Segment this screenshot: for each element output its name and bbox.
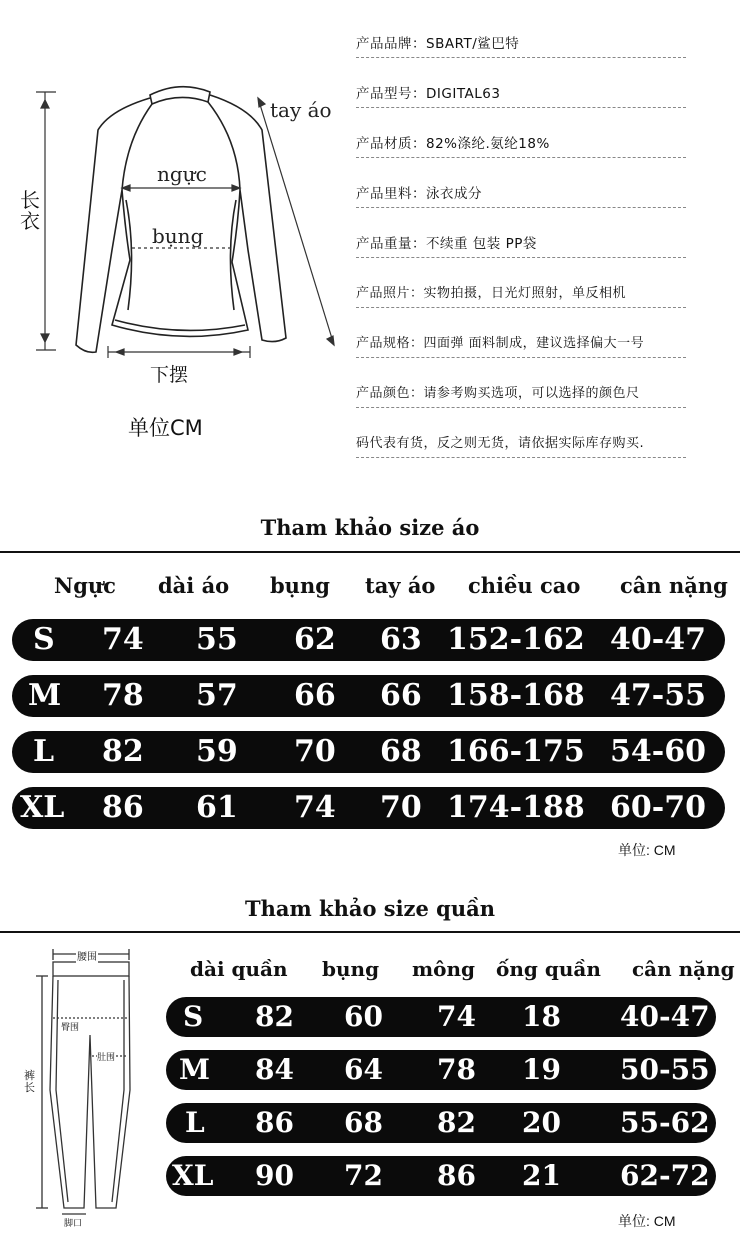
value-cell: 55 xyxy=(196,622,238,657)
shirt-length-label: 长衣 xyxy=(20,188,40,233)
value-cell: 60-70 xyxy=(610,790,706,825)
value-cell: 174-188 xyxy=(447,790,585,825)
size-cell: M xyxy=(28,678,62,713)
value-cell: 74 xyxy=(294,790,336,825)
unit-label: 单位CM xyxy=(128,416,203,440)
value-cell: 20 xyxy=(522,1106,561,1139)
spec-item: 产品材质：82%涤纶.氨纶18% xyxy=(356,136,550,152)
spec-item: 码代表有货，反之则无货，请依据实际库存购买. xyxy=(356,436,645,451)
value-cell: 72 xyxy=(344,1159,383,1192)
value-cell: 82 xyxy=(102,734,144,769)
spec-divider xyxy=(356,457,686,458)
header-cell: bụng xyxy=(270,573,330,598)
spec-divider xyxy=(356,257,686,258)
spec-divider xyxy=(356,57,686,58)
value-cell: 21 xyxy=(522,1159,561,1192)
value-cell: 86 xyxy=(102,790,144,825)
value-cell: 55-62 xyxy=(620,1106,710,1139)
value-cell: 68 xyxy=(344,1106,383,1139)
value-cell: 86 xyxy=(255,1106,294,1139)
size-cell: S xyxy=(183,1000,204,1033)
value-cell: 66 xyxy=(294,678,336,713)
size-cell: M xyxy=(179,1053,210,1086)
spec-divider xyxy=(356,357,686,358)
header-cell: mông xyxy=(412,957,476,981)
shirt-diagram xyxy=(0,0,350,470)
header-cell: tay áo xyxy=(365,573,436,598)
header-cell: Ngực xyxy=(54,573,116,598)
value-cell: 62 xyxy=(294,622,336,657)
value-cell: 60 xyxy=(344,1000,383,1033)
value-cell: 74 xyxy=(102,622,144,657)
hip-label: 臀围 xyxy=(61,1023,80,1033)
value-cell: 62-72 xyxy=(620,1159,710,1192)
header-cell: cân nặng xyxy=(632,957,735,981)
value-cell: 86 xyxy=(437,1159,476,1192)
hem-label: 下摆 xyxy=(150,364,189,386)
spec-divider xyxy=(356,307,686,308)
value-cell: 90 xyxy=(255,1159,294,1192)
spec-item: 产品颜色：请参考购买选项，可以选择的颜色尺 xyxy=(356,386,640,401)
header-cell: ống quần xyxy=(496,957,601,981)
size-cell: XL xyxy=(172,1159,214,1192)
size-cell: XL xyxy=(20,790,65,825)
size-cell: S xyxy=(33,622,55,657)
spec-divider xyxy=(356,157,686,158)
value-cell: 61 xyxy=(196,790,238,825)
thigh-label: 肚围 xyxy=(97,1050,115,1063)
waist-label: 腰围 xyxy=(76,948,98,963)
value-cell: 84 xyxy=(255,1053,294,1086)
spec-item: 产品重量：不续重 包装 PP袋 xyxy=(356,236,537,252)
value-cell: 50-55 xyxy=(620,1053,710,1086)
spec-divider xyxy=(356,407,686,408)
header-cell: dài quần xyxy=(190,957,288,981)
value-cell: 166-175 xyxy=(447,734,585,769)
value-cell: 18 xyxy=(522,1000,561,1033)
value-cell: 66 xyxy=(380,678,422,713)
value-cell: 78 xyxy=(437,1053,476,1086)
sleeve-label: tay áo xyxy=(270,98,332,122)
value-cell: 40-47 xyxy=(610,622,706,657)
spec-divider xyxy=(356,207,686,208)
size-cell: L xyxy=(33,734,55,769)
divider xyxy=(0,551,740,553)
value-cell: 158-168 xyxy=(447,678,585,713)
value-cell: 68 xyxy=(380,734,422,769)
value-cell: 70 xyxy=(380,790,422,825)
pants-unit-note: 单位: CM xyxy=(618,1213,676,1229)
value-cell: 70 xyxy=(294,734,336,769)
shirt-size-title: Tham khảo size áo xyxy=(260,515,480,540)
value-cell: 152-162 xyxy=(447,622,585,657)
value-cell: 59 xyxy=(196,734,238,769)
ankle-label: 脚口 xyxy=(64,1219,83,1229)
spec-divider xyxy=(356,107,686,108)
spec-item: 产品品牌：SBART/鲨巴特 xyxy=(356,36,520,52)
header-cell: cân nặng xyxy=(620,573,728,598)
shirt-unit-note: 单位: CM xyxy=(618,842,676,858)
pants-size-title: Tham khảo size quần xyxy=(244,896,495,921)
pants-length-label: 裤长 xyxy=(24,1069,35,1094)
chest-label: ngực xyxy=(157,162,207,186)
value-cell: 57 xyxy=(196,678,238,713)
header-cell: chiều cao xyxy=(468,573,581,598)
value-cell: 19 xyxy=(522,1053,561,1086)
value-cell: 74 xyxy=(437,1000,476,1033)
belly-label: bụng xyxy=(152,224,204,248)
spec-item: 产品型号：DIGITAL63 xyxy=(356,86,501,102)
value-cell: 54-60 xyxy=(610,734,706,769)
value-cell: 82 xyxy=(255,1000,294,1033)
spec-item: 产品规格：四面弹 面料制成，建议选择偏大一号 xyxy=(356,336,645,351)
value-cell: 78 xyxy=(102,678,144,713)
pants-diagram xyxy=(0,940,160,1230)
value-cell: 63 xyxy=(380,622,422,657)
header-cell: bụng xyxy=(322,957,380,981)
spec-item: 产品照片：实物拍摄，日光灯照射，单反相机 xyxy=(356,286,627,301)
value-cell: 82 xyxy=(437,1106,476,1139)
size-cell: L xyxy=(185,1106,205,1139)
value-cell: 40-47 xyxy=(620,1000,710,1033)
value-cell: 47-55 xyxy=(610,678,706,713)
spec-item: 产品里料：泳衣成分 xyxy=(356,186,482,202)
divider xyxy=(0,931,740,933)
header-cell: dài áo xyxy=(158,573,230,598)
value-cell: 64 xyxy=(344,1053,383,1086)
